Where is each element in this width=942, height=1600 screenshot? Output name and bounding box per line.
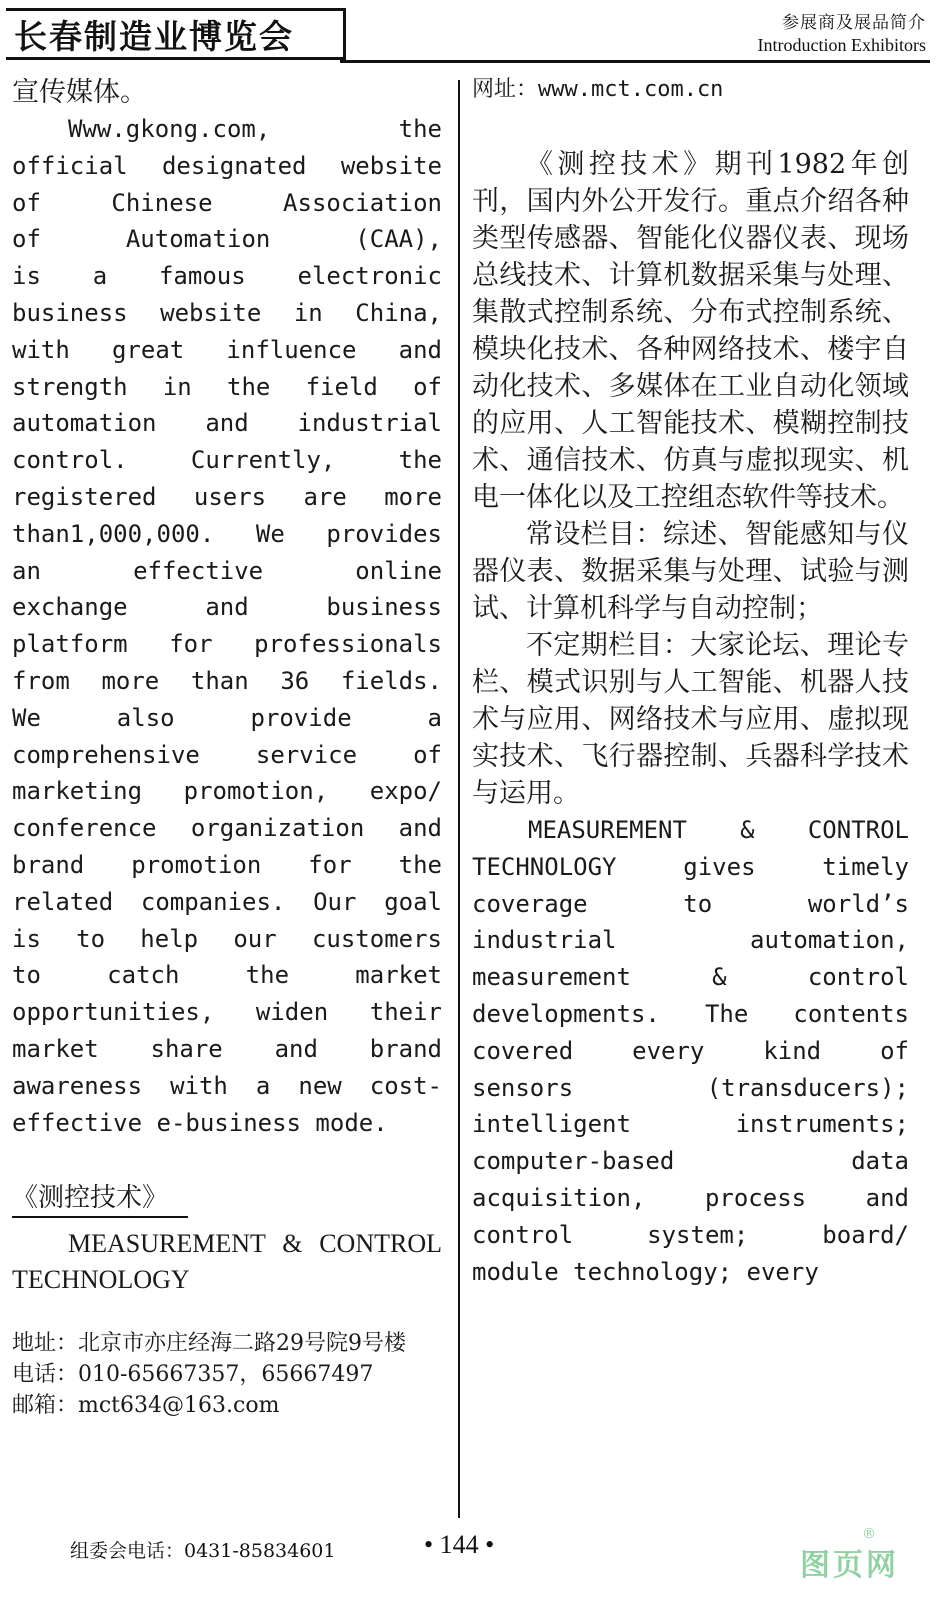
brand-box <box>6 8 346 60</box>
website-url: 网址：www.mct.com.cn <box>472 77 724 102</box>
text-line: comprehensive service of <box>12 740 442 769</box>
magazine-description: 《测控技术》期刊1982年创刊，国内外公开发行。重点介绍各种类型传感器、智能化仪器仪表、现场总线技术、计算机数据采集与处理、集散式控制系统、分布式控制系统、模块化技术、各种网络技术、楼宇自动化技术、多媒体在工业自动化领域的应用、人工智能技术、模糊控制技术、通信技术、仿真与虚拟现实、机电一体化以及工控组态软件等技术。 <box>472 149 909 513</box>
text-line: computer-based data <box>472 1147 909 1176</box>
text-line: measurement & control <box>472 963 909 992</box>
text-line: automation and industrial <box>12 409 442 438</box>
expo-title: 长春制造业博览会 <box>14 16 294 56</box>
text-line: marketing promotion, expo/ <box>12 777 442 806</box>
text-line: to catch the market <box>12 961 442 990</box>
gkong-paragraph <box>12 111 442 1141</box>
text-line: market share and brand <box>12 1034 442 1063</box>
text-line: with great influence and <box>12 335 442 364</box>
text-line: MEASUREMENT & CONTROL <box>528 816 909 844</box>
magazine-en-line: MEASUREMENT & CONTROL <box>68 1229 442 1259</box>
media-intro: 宣传媒体。 <box>12 77 147 108</box>
text-line: business website in China, <box>12 298 442 327</box>
text-line: industrial automation, <box>472 926 909 955</box>
text-line: TECHNOLOGY gives timely <box>472 852 909 881</box>
page-footer <box>0 1526 942 1600</box>
text-line: strength in the field of <box>12 372 442 401</box>
text-line: effective e-business mode. <box>12 1108 388 1137</box>
irregular-columns: 不定期栏目：大家论坛、理论专栏、模式识别与人工智能、机器人技术与应用、网络技术与应用、虚拟现实技术、飞行器控制、兵器科学技术与运用。 <box>472 630 909 809</box>
text-line: developments. The contents <box>472 999 909 1028</box>
text-line: related companies. Our goal <box>12 887 442 916</box>
watermark-logo <box>800 1526 930 1590</box>
text-line: exchange and business <box>12 593 442 622</box>
text-line: module technology; every <box>472 1257 819 1286</box>
section-title-cn: 参展商及展品简介 <box>782 13 926 33</box>
text-line: control system; board/ <box>472 1220 909 1249</box>
text-line: control. Currently, the <box>12 446 442 475</box>
text-line: opportunities, widen their <box>12 998 442 1027</box>
text-line: official designated website <box>12 151 442 180</box>
section-title-en: Introduction Exhibitors <box>757 35 926 55</box>
text-line: acquisition, process and <box>472 1183 909 1212</box>
text-line: brand promotion for the <box>12 850 442 879</box>
section-heading <box>758 8 926 56</box>
registered-mark: ® <box>862 1526 876 1542</box>
text-line: Www.gkong.com, the <box>68 115 442 143</box>
magazine-english-description <box>472 812 909 1290</box>
text-line: coverage to world’s <box>472 889 909 918</box>
text-line: awareness with a new cost- <box>12 1071 442 1100</box>
committee-phone: 组委会电话：0431-85834601 <box>70 1540 336 1562</box>
text-line: than1,000,000. We provides <box>12 519 442 548</box>
phone: 电话：010-65667357，65667497 <box>12 1362 374 1388</box>
watermark-text: 图页网 <box>800 1548 899 1583</box>
text-line: We also provide a <box>12 703 442 732</box>
right-column <box>472 74 909 1290</box>
page-number: • 144 • <box>424 1530 495 1559</box>
text-line: platform for professionals <box>12 630 442 659</box>
text-line: intelligent instruments; <box>472 1110 909 1139</box>
text-line: conference organization and <box>12 814 442 843</box>
left-column <box>12 74 442 1421</box>
text-line: from more than 36 fields. <box>12 666 442 695</box>
magazine-title: 《测控技术》 <box>12 1177 188 1218</box>
magazine-english-name <box>12 1226 442 1298</box>
text-line: an effective online <box>12 556 442 585</box>
text-line: is to help our customers <box>12 924 442 953</box>
text-line: of Automation (CAA), <box>12 225 442 254</box>
text-line: sensors (transducers); <box>472 1073 909 1102</box>
page-header <box>0 0 942 66</box>
text-line: registered users are more <box>12 482 442 511</box>
email: 邮箱：mct634@163.com <box>12 1393 280 1419</box>
text-line: covered every kind of <box>472 1036 909 1065</box>
contact-block <box>12 1328 442 1421</box>
header-rule <box>340 60 930 63</box>
text-line: is a famous electronic <box>12 262 442 291</box>
magazine-en-line: TECHNOLOGY <box>12 1265 190 1295</box>
address: 地址：北京市亦庄经海二路29号院9号楼 <box>12 1331 406 1357</box>
text-line: of Chinese Association <box>12 188 442 217</box>
regular-columns: 常设栏目：综述、智能感知与仪器仪表、数据采集与处理、试验与测试、计算机科学与自动控制； <box>472 519 909 624</box>
column-divider <box>458 80 460 1518</box>
